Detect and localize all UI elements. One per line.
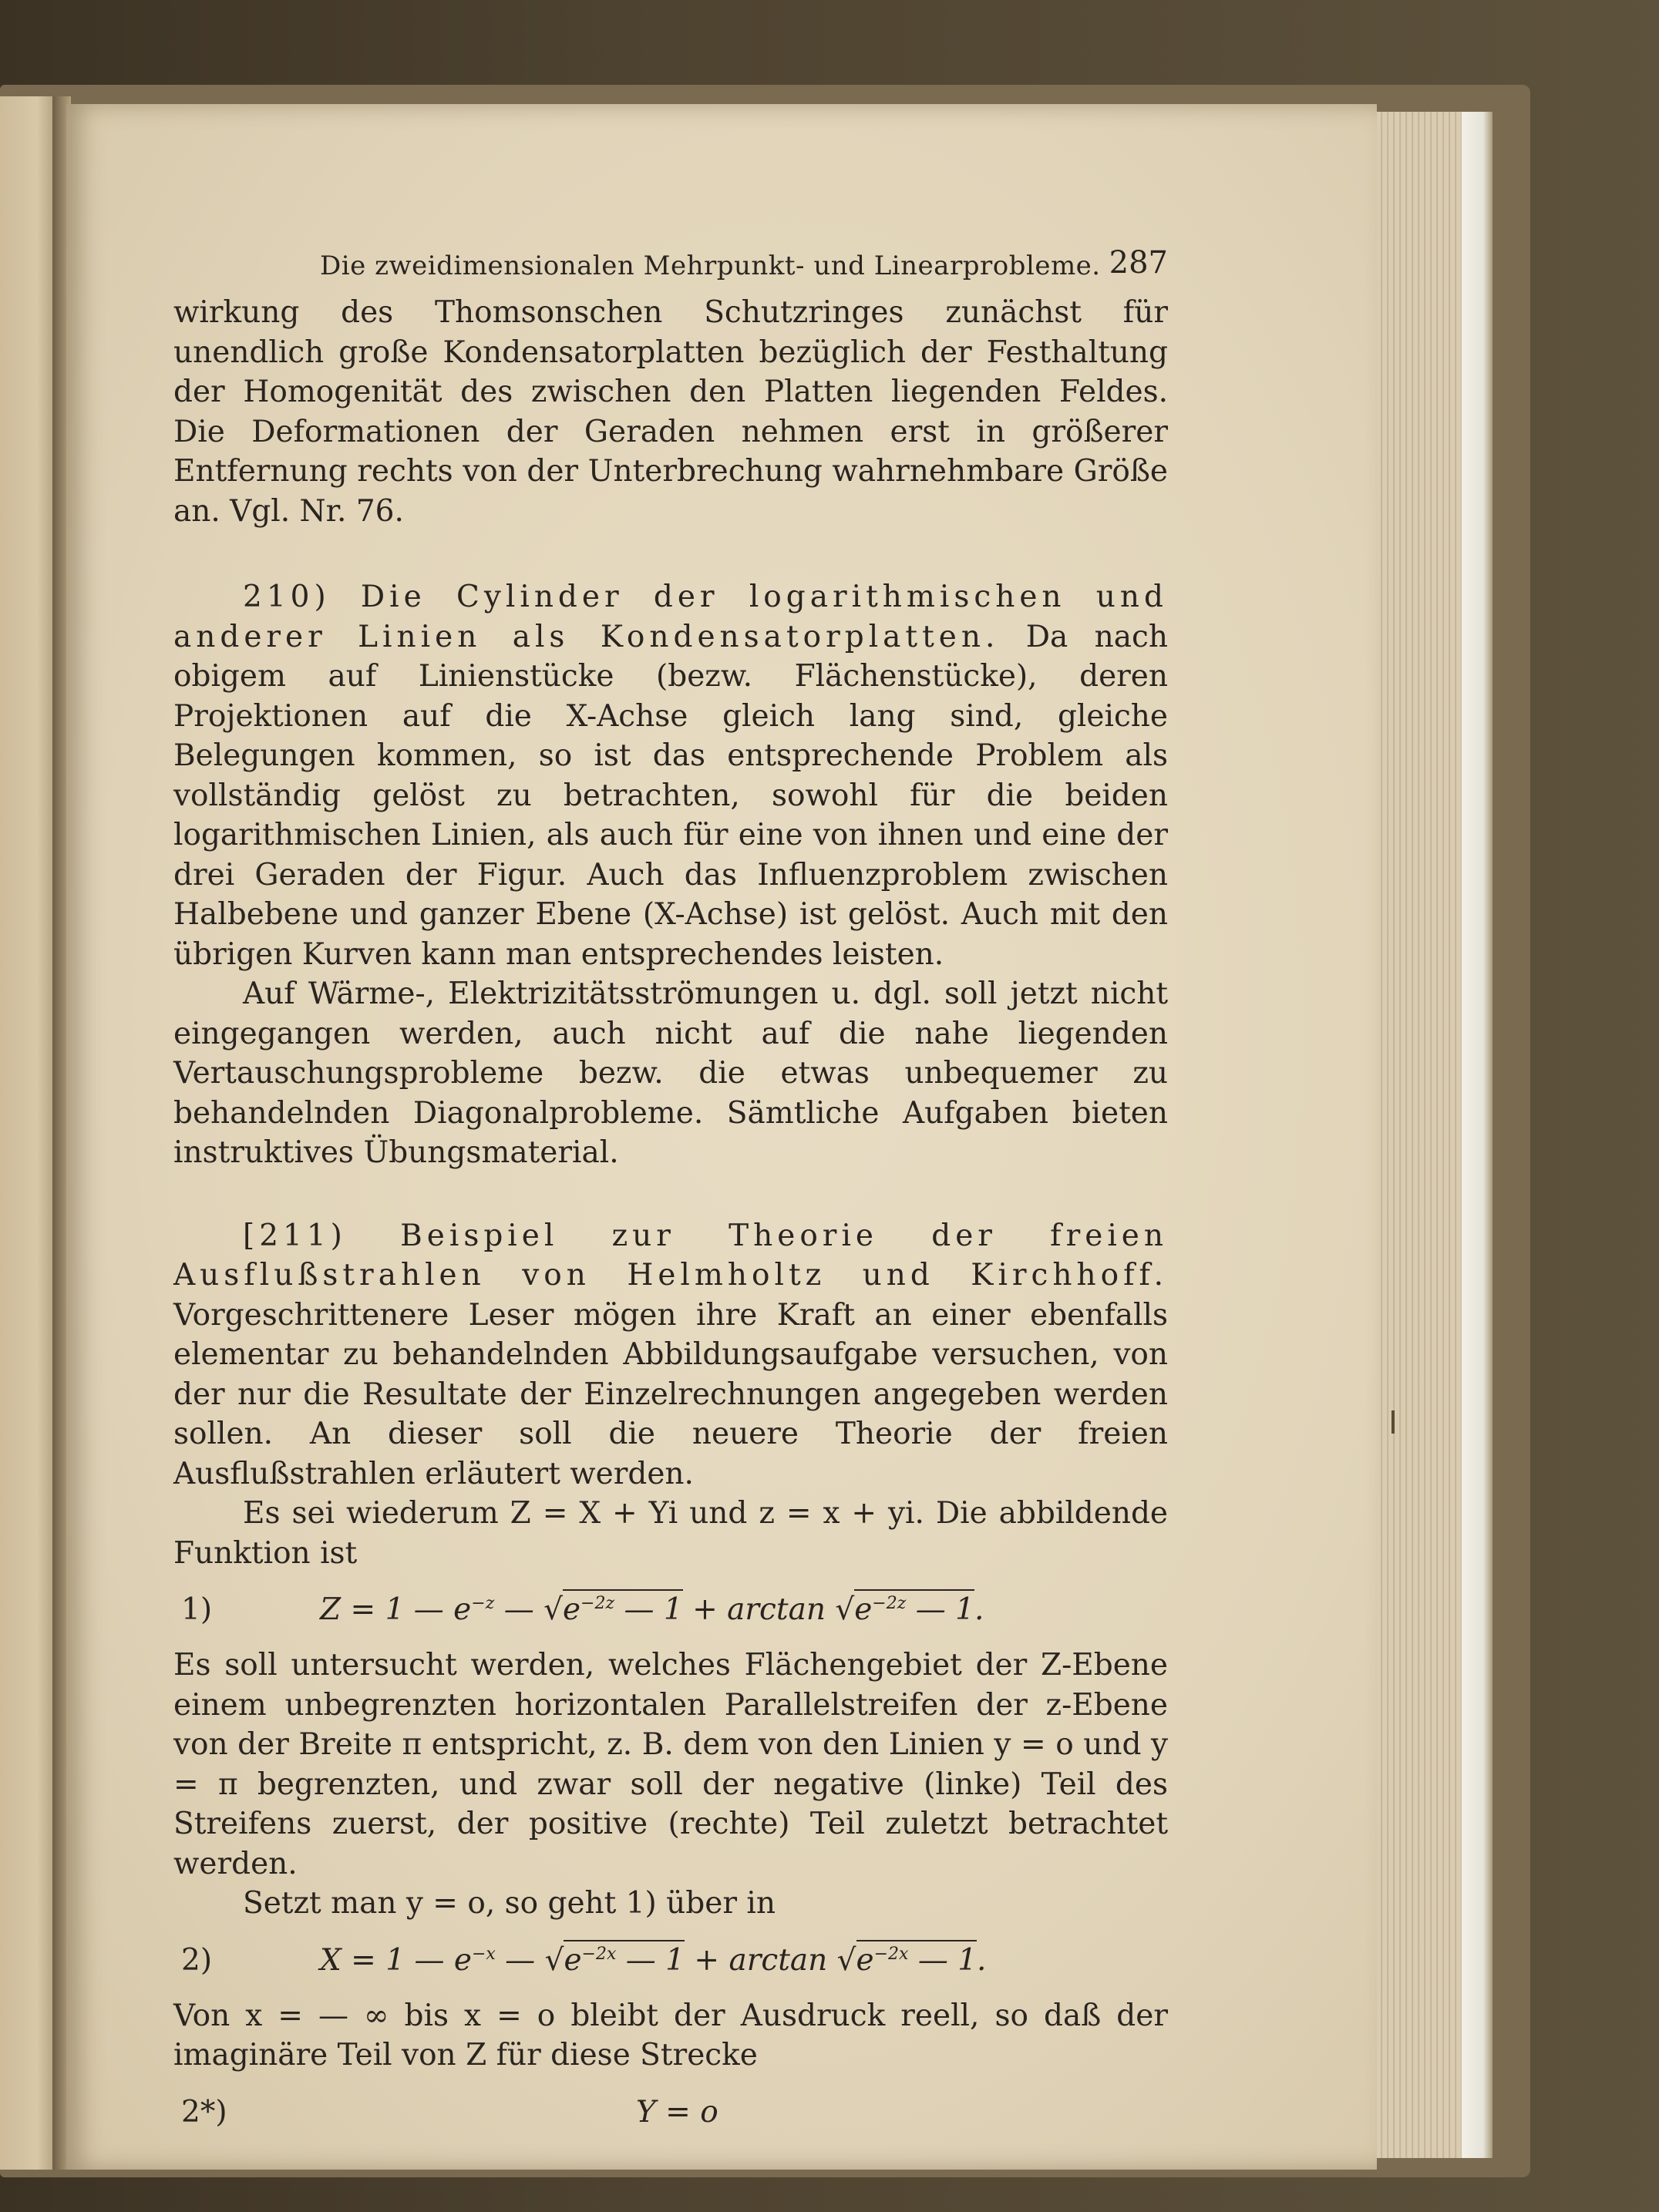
paragraph-210 bbox=[173, 577, 1168, 974]
section-211-heading: [211) Beispiel zur Theorie der freien Ausflußstrahlen von Helmholtz und Kirchhoff. bbox=[173, 1218, 1168, 1293]
page-number: 287 bbox=[1109, 245, 1168, 281]
eq1-rad2-tail: — 1 bbox=[906, 1592, 974, 1627]
eq2-rad2-tail: — 1 bbox=[908, 1942, 978, 1978]
section-210-heading: 210) Die Cylinder der logarithmischen und anderer Linien als Kondensatorplatten. bbox=[173, 580, 1168, 654]
paragraph-1: wirkung des Thomsonschen Schutzringes zunächst für unendlich große Kondensatorplatten bezüglich der Festhaltung der Homogenität des zwischen den Platten liegenden Feldes. Die Deformationen der Geraden nehmen erst in größerer Entfernung rechts von der Unterbrechung wahrnehmbare Größe an. Vgl. Nr. 76. bbox=[173, 295, 1168, 529]
eq2-rad2-base: e bbox=[856, 1942, 874, 1978]
eq2-rad1-exp: −2x bbox=[581, 1944, 617, 1964]
eq2-exp: −x bbox=[471, 1944, 496, 1964]
running-title: Die zweidimensionalen Mehrpunkt- und Linearprobleme. bbox=[320, 250, 1101, 281]
eq1-rad1-base: e bbox=[562, 1592, 581, 1627]
eq1-rad2-base: e bbox=[854, 1592, 873, 1627]
paragraph-7: Setzt man y = o, so geht 1) über in bbox=[243, 1886, 776, 1921]
equation-1-formula bbox=[320, 1590, 984, 1630]
paragraph-211 bbox=[173, 1216, 1168, 1494]
paragraph-3: Auf Wärme-, Elektrizitätsströmungen u. dgl. soll jetzt nicht eingegangen werden, auch nicht auf die nahe liegenden Vertauschungsprobleme bezw. die etwas unbequemer zu behandelnden Diagonalprobleme. Sämtliche Aufgaben bieten instruktives Übungsmaterial. bbox=[173, 977, 1168, 1170]
eq1-rad1-exp: −2z bbox=[580, 1594, 615, 1613]
equation-3-formula: Y = o bbox=[636, 2094, 718, 2130]
equation-2-number: 2) bbox=[181, 1942, 213, 1978]
eq1-exp: −z bbox=[471, 1594, 495, 1613]
paragraph-6: Es soll untersucht werden, welches Flächengebiet der Z-Ebene einem unbegrenzten horizontalen Parallelstreifen der z-Ebene von der Breite π entspricht, z. B. dem von den Linien y = o und y = π begrenzten, und zwar soll der negative (linke) Teil des Streifens zuerst, der positive (rechte) Teil zuletzt betrachtet werden. bbox=[173, 1648, 1168, 1881]
paragraph-8: Von x = — ∞ bis x = o bleibt der Ausdruck reell, so daß der imaginäre Teil von Z für diese Strecke bbox=[173, 1998, 1168, 2072]
edge-mark bbox=[1391, 1410, 1395, 1434]
sqrt-icon: √ bbox=[835, 1592, 855, 1627]
equation-2-formula bbox=[320, 1941, 986, 1981]
section-211-text: Vorgeschrittenere Leser mögen ihre Kraft an einer ebenfalls elementar zu behandelnden Abbildungsaufgabe versuchen, von der nur die Resultate der Einzelrechnungen angegeben werden sollen. An dieser soll die neuere Theorie der freien Ausflußstrahlen erläutert werden. bbox=[173, 1297, 1168, 1491]
eq1-lhs: Z = 1 — e bbox=[320, 1592, 472, 1627]
eq1-rad1-tail: — 1 bbox=[614, 1592, 683, 1627]
equation-1-number: 1) bbox=[181, 1592, 213, 1627]
eq1-minus: — bbox=[494, 1592, 544, 1627]
eq1-end: . bbox=[974, 1592, 984, 1627]
sqrt-icon: √ bbox=[544, 1942, 564, 1978]
paragraph-5: Es sei wiederum Z = X + Yi und z = x + yi. Die abbildende Funktion ist bbox=[173, 1496, 1168, 1571]
page-text bbox=[173, 247, 1168, 2148]
eq2-radicand-2 bbox=[856, 1940, 978, 1978]
eq2-end: . bbox=[977, 1942, 987, 1978]
sqrt-icon: √ bbox=[836, 1942, 856, 1978]
eq2-minus: — bbox=[495, 1942, 545, 1978]
page-stack-outer-edge bbox=[1462, 112, 1492, 2158]
page-stack-edges bbox=[1377, 112, 1464, 2158]
equation-2 bbox=[173, 1935, 1168, 1982]
eq2-rad2-exp: −2x bbox=[873, 1944, 909, 1964]
section-210-text: Da nach obigem auf Linienstücke (bezw. Flächenstücke), deren Projektionen auf die X-Achse gleich lang sind, gleiche Belegungen kommen, so ist das entsprechende Problem als vollständig gelöst zu betrachten, sowohl für die beiden logarithmischen Linien, als auch für eine von ihnen und eine der drei Geraden der Figur. Auch das Influenzproblem zwischen Halbebene und ganzer Ebene (X-Achse) ist gelöst. Auch mit den übrigen Kurven kann man entsprechendes leisten. bbox=[173, 619, 1168, 972]
eq2-rad1-tail: — 1 bbox=[616, 1942, 685, 1978]
eq1-rad2-exp: −2z bbox=[872, 1594, 907, 1613]
eq1-radicand-1 bbox=[563, 1589, 683, 1627]
equation-3-number: 2*) bbox=[181, 2094, 227, 2130]
equation-1 bbox=[173, 1584, 1168, 1632]
running-header bbox=[173, 247, 1168, 285]
eq2-rad1-base: e bbox=[564, 1942, 582, 1978]
equation-3 bbox=[173, 2086, 1168, 2134]
eq1-radicand-2 bbox=[854, 1589, 974, 1627]
eq2-arctan: + arctan bbox=[684, 1942, 837, 1978]
eq1-arctan: + arctan bbox=[682, 1592, 836, 1627]
sqrt-icon: √ bbox=[543, 1592, 563, 1627]
eq2-lhs: X = 1 — e bbox=[320, 1942, 472, 1978]
eq2-radicand-1 bbox=[564, 1940, 685, 1978]
